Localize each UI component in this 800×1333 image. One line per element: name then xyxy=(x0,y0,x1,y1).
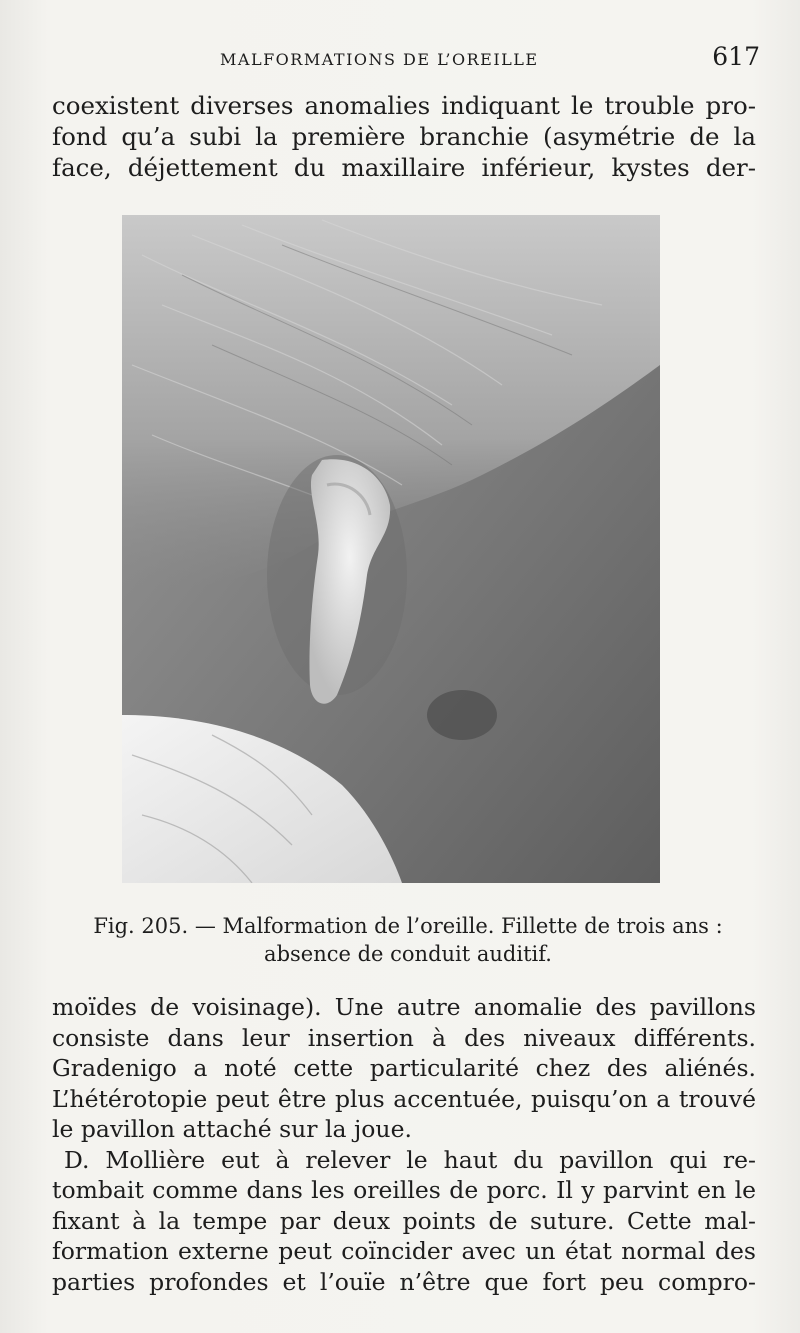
text-line: L’hétérotopie peut être plus accentuée, puisqu’on a trouvé xyxy=(52,1084,756,1113)
text-line: Gradenigo a noté cette particularité chez des aliénés. xyxy=(52,1054,756,1082)
text-line: parties profondes et l’ouïe n’être que fort peu compro- xyxy=(52,1267,756,1296)
text-line: coexistent diverses anomalies indiquant le trouble pro- xyxy=(52,91,756,120)
text-line: le pavillon attaché sur la joue. xyxy=(52,1115,412,1143)
text-line: fixant à la tempe par deux points de suture. Cette mal- xyxy=(52,1206,756,1235)
paragraph-top xyxy=(52,90,756,183)
text-line: D. Mollière eut à relever le haut du pavillon qui re- xyxy=(64,1145,756,1174)
text-line: fond qu’a subi la première branchie (asymétrie de la xyxy=(52,122,756,151)
running-title: MALFORMATIONS DE L’OREILLE xyxy=(220,50,539,69)
text-line: formation externe peut coïncider avec un état normal des xyxy=(52,1237,756,1265)
caption-line: Fig. 205. — Malformation de l’oreille. Fillette de trois ans : xyxy=(93,914,723,938)
ear-photograph xyxy=(122,215,660,883)
page-number: 617 xyxy=(712,42,760,71)
figure-photograph xyxy=(122,215,660,883)
text-line: tombait comme dans les oreilles de porc. Il y parvint en le xyxy=(52,1176,756,1204)
text-line: consiste dans leur insertion à des niveaux différents. xyxy=(52,1023,756,1052)
text-line: moïdes de voisinage). Une autre anomalie des pavillons xyxy=(52,993,756,1021)
page-header xyxy=(60,42,760,78)
figure-caption xyxy=(60,912,756,968)
caption-line: absence de conduit auditif. xyxy=(264,942,552,966)
text-line: face, déjettement du maxillaire inférieur, kystes der- xyxy=(52,153,756,182)
paragraph-bottom xyxy=(52,992,756,1297)
